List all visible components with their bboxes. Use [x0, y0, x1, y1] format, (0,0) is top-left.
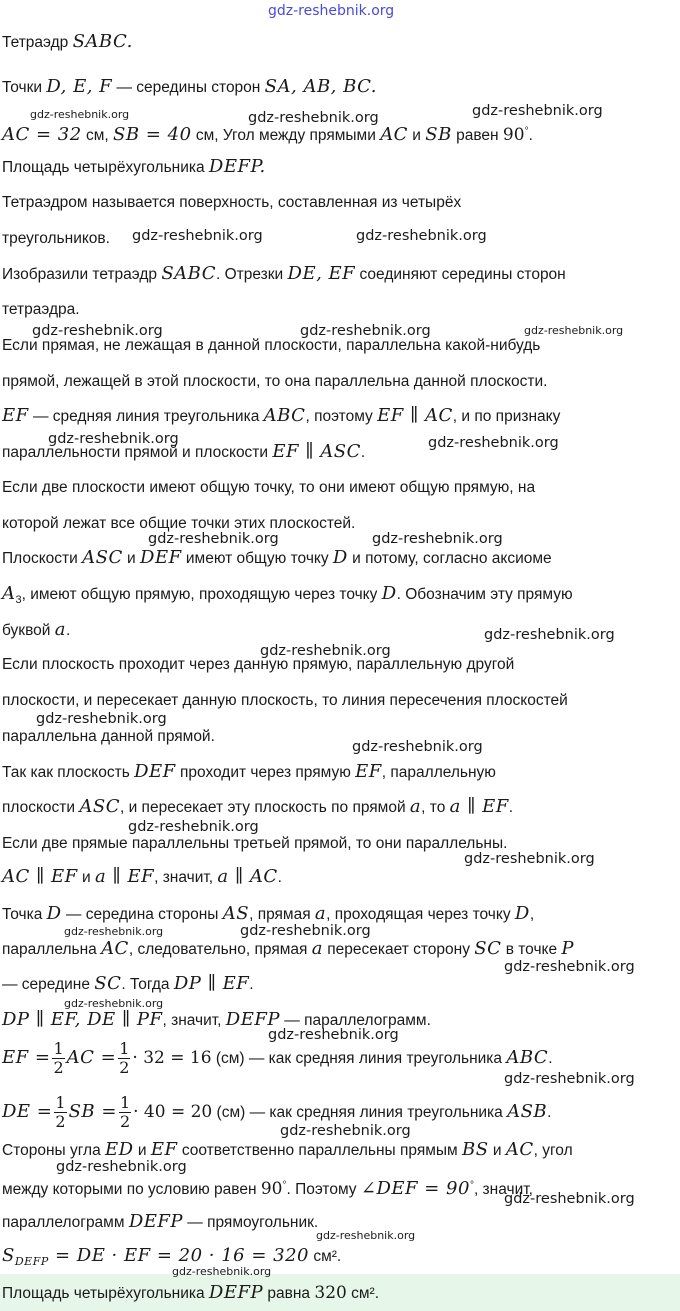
- line-25: Точка D — середина стороны AS, прямая a, проходящая через точку D,: [2, 903, 535, 924]
- line-12: параллельности прямой и плоскости EF ∥ ASC.: [2, 441, 366, 462]
- watermark: gdz-reshebnik.org: [268, 1027, 399, 1043]
- line-19: плоскости, и пересекает данную плоскость, то линия пересечения плоскостей: [2, 692, 568, 709]
- watermark: gdz-reshebnik.org: [464, 851, 595, 867]
- watermark: gdz-reshebnik.org: [64, 997, 164, 1010]
- line-22: плоскости ASC, и пересекает эту плоскость по прямой a, то a ∥ EF.: [2, 796, 514, 817]
- watermark: gdz-reshebnik.org: [128, 819, 259, 835]
- fraction: $\frac{1}{2}$: [119, 1039, 130, 1078]
- line-16: $A_3$, имеют общую прямую, проходящую через точку D. Обозначим эту прямую: [2, 583, 573, 607]
- watermark: gdz-reshebnik.org: [36, 711, 167, 727]
- line-2: Точки D, E, F — середины сторон SA, AB, BC.: [2, 76, 378, 97]
- watermark: gdz-reshebnik.org: [504, 1191, 635, 1207]
- watermark: gdz-reshebnik.org: [300, 323, 431, 339]
- line-7: Изобразили тетраэдр SABC. Отрезки DE, EF соединяют середины сторон: [2, 263, 566, 284]
- watermark: gdz-reshebnik.org: [356, 228, 487, 244]
- watermark: gdz-reshebnik.org: [316, 1229, 416, 1242]
- line-20: параллельна данной прямой.: [2, 728, 215, 745]
- line-34: $S_{DEFP}$ = DE · EF = 20 · 16 = 320 см².: [2, 1245, 342, 1269]
- line-9: Если прямая, не лежащая в данной плоскости, параллельна какой-нибудь: [2, 337, 541, 354]
- watermark: gdz-reshebnik.org: [240, 923, 371, 939]
- fraction: $\frac{1}{2}$: [119, 1093, 131, 1132]
- watermark: gdz-reshebnik.org: [484, 627, 615, 643]
- line-15: Плоскости ASC и DEF имеют общую точку D и потому, согласно аксиоме: [2, 547, 552, 568]
- line-4: Площадь четырёхугольника DEFP.: [2, 156, 266, 177]
- line-29: EF = $\frac{1}{2}$ AC = $\frac{1}{2}$ · 32 = 16 (см) — как средняя линия треугольника ABC.: [2, 1039, 553, 1078]
- line-28: DP ∥ EF, DE ∥ PF, значит, DEFP — параллелограмм.: [2, 1009, 431, 1030]
- fraction: $\frac{1}{2}$: [55, 1093, 66, 1132]
- watermark: gdz-reshebnik.org: [352, 739, 483, 755]
- watermark: gdz-reshebnik.org: [472, 103, 603, 119]
- watermark: gdz-reshebnik.org: [504, 959, 635, 975]
- line-21: Так как плоскость DEF проходит через прямую EF, параллельную: [2, 761, 496, 782]
- line-11: EF — средняя линия треугольника ABC, поэтому EF ∥ AC, и по признаку: [2, 405, 561, 426]
- line-13: Если две плоскости имеют общую точку, то они имеют общую прямую, на: [2, 479, 536, 496]
- watermark: gdz-reshebnik.org: [504, 1071, 635, 1087]
- line-14: которой лежат все общие точки этих плоскостей.: [2, 515, 356, 532]
- watermark: gdz-reshebnik.org: [260, 643, 391, 659]
- watermark: gdz-reshebnik.org: [56, 1159, 187, 1175]
- watermark: gdz-reshebnik.org: [32, 323, 163, 339]
- watermark-top: gdz-reshebnik.org: [268, 3, 395, 19]
- watermark: gdz-reshebnik.org: [280, 1123, 411, 1139]
- line-5: Тетраэдром называется поверхность, составленная из четырёх: [2, 194, 462, 211]
- line-18: Если плоскость проходит через данную прямую, параллельную другой: [2, 656, 515, 673]
- watermark: gdz-reshebnik.org: [132, 228, 263, 244]
- watermark: gdz-reshebnik.org: [524, 324, 624, 337]
- watermark: gdz-reshebnik.org: [248, 110, 379, 126]
- watermark: gdz-reshebnik.org: [64, 925, 164, 938]
- line-8: тетраэдра.: [2, 301, 80, 318]
- line-6: треугольников.: [2, 230, 110, 247]
- line-32: между которыми по условию равен 90°. Поэтому ∠DEF = 90°, значит,: [2, 1178, 533, 1200]
- fraction: $\frac{1}{2}$: [53, 1039, 64, 1078]
- line-33: параллелограмм DEFP — прямоугольник.: [2, 1211, 319, 1232]
- line-30: DE = $\frac{1}{2}$ SB = $\frac{1}{2}$ · 40 = 20 (см) — как средняя линия треугольника ASB.: [2, 1093, 552, 1132]
- line-1: Тетраэдр SABC.: [2, 31, 133, 52]
- watermark: gdz-reshebnik.org: [30, 108, 130, 121]
- watermark: gdz-reshebnik.org: [172, 1265, 272, 1278]
- line-3: AC = 32 см, SB = 40 см, Угол между прямыми AC и SB равен 90°.: [2, 124, 533, 146]
- line-24: AC ∥ EF и a ∥ EF, значит, a ∥ AC.: [2, 866, 282, 887]
- answer-line: Площадь четырёхугольника DEFP равна 320 см².: [2, 1282, 380, 1303]
- line-23: Если две прямые параллельны третьей прямой, то они параллельны.: [2, 835, 508, 852]
- line-31: Стороны угла ED и EF соответственно параллельны прямым BS и AC, угол: [2, 1139, 573, 1160]
- line-17: буквой a.: [2, 619, 71, 640]
- line-10: прямой, лежащей в этой плоскости, то она параллельна данной плоскости.: [2, 373, 548, 390]
- watermark: gdz-reshebnik.org: [48, 431, 179, 447]
- watermark: gdz-reshebnik.org: [428, 435, 559, 451]
- watermark: gdz-reshebnik.org: [372, 531, 503, 547]
- watermark: gdz-reshebnik.org: [148, 531, 279, 547]
- line-26: параллельна AC, следовательно, прямая a пересекает сторону SC в точке P: [2, 938, 575, 959]
- line-27: — середине SC. Тогда DP ∥ EF.: [2, 973, 254, 994]
